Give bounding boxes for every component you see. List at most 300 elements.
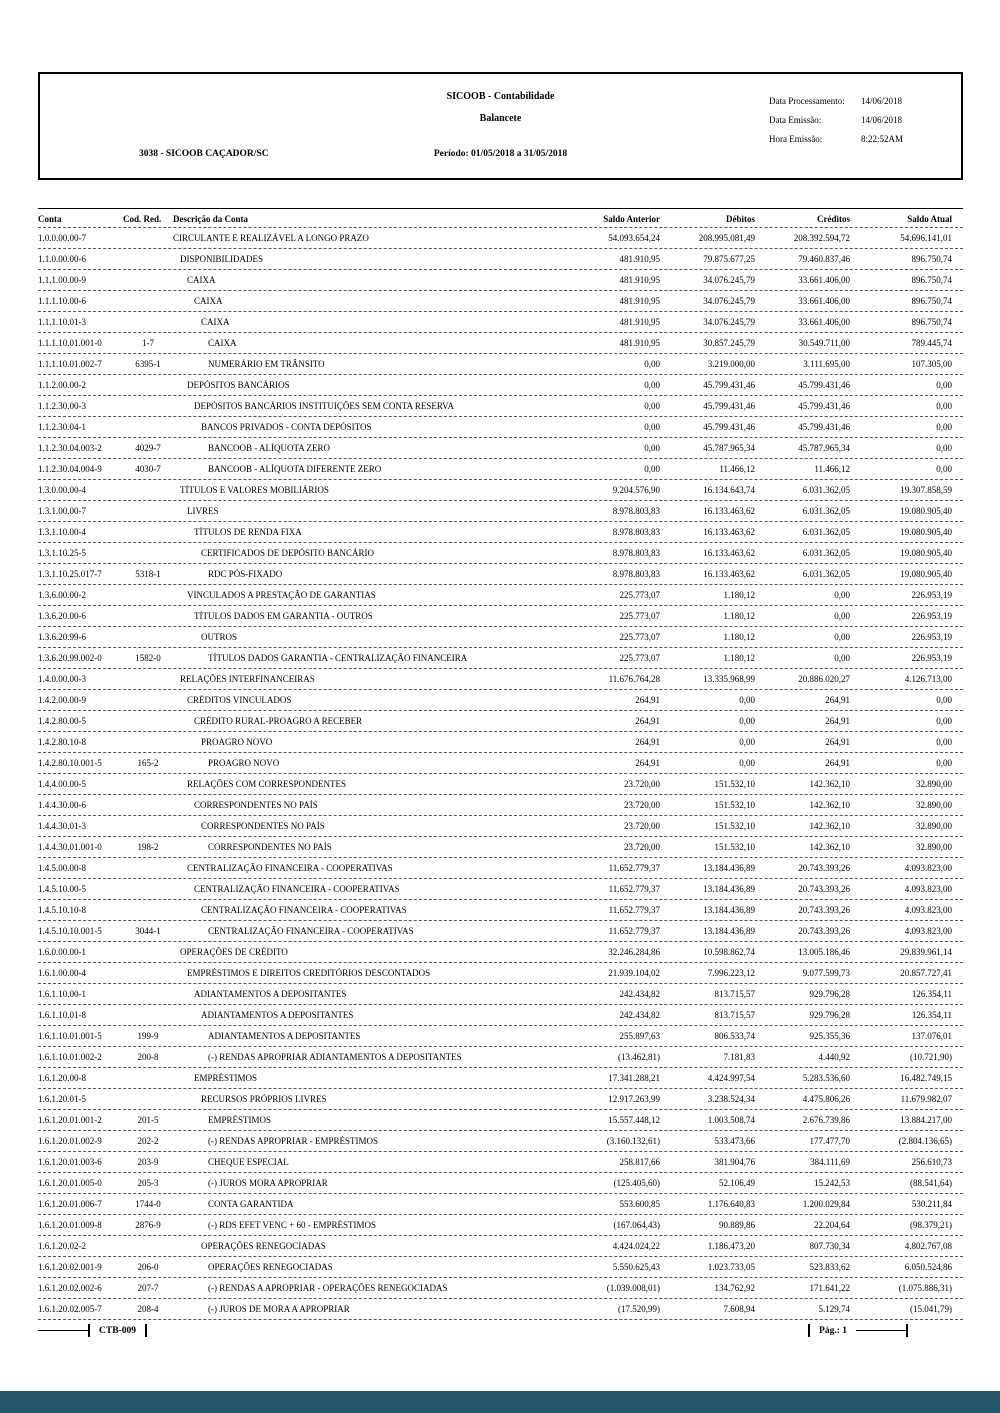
cell-debitos: 7.181,83 — [723, 1052, 755, 1062]
cell-debitos: 34.076.245,79 — [703, 275, 755, 285]
cell-debitos: 16.133.463,62 — [703, 527, 755, 537]
cell-debitos: 16.134.643,74 — [703, 485, 755, 495]
cell-saldo-atual: 19.080.905,40 — [900, 548, 952, 558]
cell-descricao: EMPRÉSTIMOS E DIREITOS CREDITÓRIOS DESCONTADOS — [187, 968, 431, 978]
cell-cod-red: 205-3 — [137, 1178, 159, 1188]
cell-conta: 1.3.6.20.99-6 — [38, 632, 86, 642]
table-row — [38, 564, 963, 585]
cell-debitos: 3.238.524,34 — [707, 1094, 755, 1104]
cell-creditos: 0,00 — [834, 611, 850, 621]
cell-conta: 1.6.0.00.00-1 — [38, 947, 86, 957]
cell-saldo-anterior: 11.652.779,37 — [608, 863, 660, 873]
cell-saldo-atual: 54.696.141,01 — [900, 233, 952, 243]
cell-cod-red: 165-2 — [137, 758, 159, 768]
report-period: Período: 01/05/2018 a 31/05/2018 — [433, 149, 568, 159]
table-row — [38, 1005, 963, 1026]
cell-descricao: CAIXA — [194, 296, 223, 306]
cell-debitos: 52.106,49 — [719, 1178, 755, 1188]
emission-date-value: 14/06/2018 — [861, 115, 903, 125]
cell-creditos: 929.796,28 — [809, 1010, 850, 1020]
cell-cod-red: 200-8 — [137, 1052, 159, 1062]
cell-saldo-anterior: 242.434,82 — [619, 1010, 660, 1020]
cell-saldo-anterior: 481.910,95 — [619, 296, 660, 306]
cell-conta: 1.4.5.10.10.001-5 — [38, 926, 102, 936]
cell-saldo-atual: 896.750,74 — [911, 275, 952, 285]
table-row — [38, 1089, 963, 1110]
cell-saldo-anterior: 23.720,00 — [624, 821, 660, 831]
cell-debitos: 13.335.968,99 — [703, 674, 755, 684]
cell-conta: 1.6.1.20.01-5 — [38, 1094, 86, 1104]
cell-conta: 1.6.1.10.01.002-2 — [38, 1052, 102, 1062]
cell-saldo-anterior: 481.910,95 — [619, 254, 660, 264]
table-row — [38, 753, 963, 774]
cell-saldo-atual: 4.093.823,00 — [904, 863, 952, 873]
table-row — [38, 1278, 963, 1299]
table-row — [38, 1215, 963, 1236]
table-row — [38, 690, 963, 711]
table-row — [38, 711, 963, 732]
cell-saldo-atual: (15.041,79) — [910, 1304, 952, 1314]
cell-saldo-anterior: 4.424.024,22 — [612, 1241, 660, 1251]
cell-creditos: 45.799.431,46 — [798, 401, 850, 411]
cell-descricao: CERTIFICADOS DE DEPÓSITO BANCÁRIO — [201, 548, 375, 558]
cell-cod-red: 198-2 — [137, 842, 159, 852]
emission-date-label: Data Emissão: — [769, 115, 822, 125]
page-number-marker — [808, 1324, 908, 1337]
cell-saldo-atual: 29.839.961,14 — [900, 947, 952, 957]
cell-saldo-atual: (2.804.136,65) — [898, 1136, 952, 1146]
cell-saldo-atual: 32.890,00 — [916, 800, 952, 810]
cell-debitos: 45.799.431,46 — [703, 422, 755, 432]
cell-descricao: VINCULADOS A PRESTAÇÃO DE GARANTIAS — [187, 590, 376, 600]
cell-saldo-anterior: 0,00 — [644, 464, 660, 474]
cell-saldo-atual: 226.953,19 — [911, 611, 952, 621]
cell-conta: 1.3.6.00.00-2 — [38, 590, 86, 600]
cell-saldo-anterior: 11.652.779,37 — [608, 884, 660, 894]
table-row — [38, 984, 963, 1005]
cell-debitos: 7.608,94 — [723, 1304, 755, 1314]
cell-conta: 1.3.6.20.00-6 — [38, 611, 86, 621]
cell-descricao: CRÉDITO RURAL-PROAGRO A RECEBER — [194, 716, 363, 726]
cell-saldo-anterior: 21.939.104,02 — [608, 968, 660, 978]
cell-debitos: 813.715,57 — [714, 989, 755, 999]
cell-saldo-anterior: (1.039.008,01) — [606, 1283, 660, 1293]
cell-saldo-anterior: (3.160.132,61) — [606, 1136, 660, 1146]
cell-saldo-atual: 19.307.858,59 — [900, 485, 952, 495]
page-footer — [38, 1324, 963, 1337]
cell-saldo-anterior: 15.557.448,12 — [608, 1115, 660, 1125]
cell-saldo-anterior: 258.817,66 — [619, 1157, 660, 1167]
cell-saldo-atual: 19.080.905,40 — [900, 506, 952, 516]
cell-debitos: 13.184.436,89 — [703, 905, 755, 915]
cell-conta: 1.6.1.20.02-2 — [38, 1241, 86, 1251]
cell-creditos: 264,91 — [825, 737, 850, 747]
cell-saldo-anterior: (13.462,81) — [618, 1052, 660, 1062]
cell-saldo-atual: 0,00 — [936, 737, 952, 747]
cell-saldo-anterior: 11.676.764,28 — [608, 674, 660, 684]
column-header-saldo-atual: Saldo Atual — [907, 214, 952, 224]
report-title: Balancete — [479, 113, 522, 124]
cell-descricao: DEPÓSITOS BANCÁRIOS INSTITUIÇÕES SEM CONTA RESERVA — [194, 401, 455, 411]
cell-creditos: 171.641,22 — [809, 1283, 850, 1293]
cell-debitos: 1.176.640,83 — [707, 1199, 755, 1209]
cell-cod-red: 3044-1 — [135, 926, 161, 936]
cell-saldo-anterior: 23.720,00 — [624, 842, 660, 852]
cell-saldo-atual: 137.076,01 — [911, 1031, 952, 1041]
cell-cod-red: 206-0 — [137, 1262, 159, 1272]
cell-saldo-atual: 0,00 — [936, 443, 952, 453]
processing-date-value: 14/06/2018 — [861, 96, 903, 106]
cell-debitos: 134.762,92 — [714, 1283, 755, 1293]
table-row — [38, 501, 963, 522]
cell-cod-red: 199-9 — [137, 1031, 159, 1041]
cell-conta: 1.4.4.30.01.001-0 — [38, 842, 102, 852]
table-row — [38, 585, 963, 606]
cell-descricao: BANCOOB - ALÍQUOTA DIFERENTE ZERO — [208, 464, 382, 474]
cell-descricao: EMPRÉSTIMOS — [208, 1115, 272, 1125]
cell-conta: 1.1.1.10.01.001-0 — [38, 338, 102, 348]
cell-descricao: CENTRALIZAÇÃO FINANCEIRA - COOPERATIVAS — [201, 905, 407, 915]
cell-descricao: CORRESPONDENTES NO PAÍS — [201, 821, 325, 831]
cell-debitos: 45.787.965,34 — [703, 443, 755, 453]
cell-descricao: DEPÓSITOS BANCÁRIOS — [187, 380, 290, 390]
cell-debitos: 1.180,12 — [723, 653, 755, 663]
cell-saldo-anterior: 23.720,00 — [624, 800, 660, 810]
table-row — [38, 354, 963, 375]
cell-descricao: OPERAÇÕES RENEGOCIADAS — [201, 1241, 326, 1251]
cell-conta: 1.4.2.80.00-5 — [38, 716, 86, 726]
cell-saldo-anterior: 225.773,07 — [619, 653, 660, 663]
cell-creditos: 4.475.806,26 — [802, 1094, 850, 1104]
emission-time-label: Hora Emissão: — [769, 134, 823, 144]
cell-descricao: OPERAÇÕES DE CRÉDITO — [180, 947, 288, 957]
cell-saldo-anterior: 0,00 — [644, 422, 660, 432]
column-header-conta: Conta — [38, 214, 62, 224]
cell-creditos: 929.796,28 — [809, 989, 850, 999]
cell-conta: 1.6.1.20.01.005-0 — [38, 1178, 102, 1188]
cell-creditos: 20.743.393,26 — [798, 905, 850, 915]
cell-saldo-anterior: 8.978.803,83 — [612, 548, 660, 558]
cell-descricao: (-) JUROS DE MORA A APROPRIAR — [208, 1304, 350, 1314]
table-row — [38, 774, 963, 795]
cell-saldo-atual: (10.721,90) — [910, 1052, 952, 1062]
cell-descricao: TÍTULOS E VALORES MOBILIÁRIOS — [180, 485, 329, 495]
cell-creditos: 33.661.406,00 — [798, 275, 850, 285]
cell-descricao: PROAGRO NOVO — [208, 758, 280, 768]
cell-debitos: 151.532,10 — [714, 842, 755, 852]
cell-conta: 1.6.1.00.00-4 — [38, 968, 86, 978]
cell-descricao: TÍTULOS DADOS EM GARANTIA - OUTROS — [194, 611, 373, 621]
cell-descricao: RECURSOS PRÓPRIOS LIVRES — [201, 1094, 327, 1104]
cell-debitos: 7.996.223,12 — [707, 968, 755, 978]
footer-rule-left — [38, 1330, 88, 1331]
page-number: Pág.: 1 — [819, 1325, 847, 1336]
company-title: SICOOB - Contabilidade — [446, 91, 555, 102]
cell-saldo-anterior: 11.652.779,37 — [608, 905, 660, 915]
cell-saldo-atual: 0,00 — [936, 380, 952, 390]
cell-debitos: 45.799.431,46 — [703, 401, 755, 411]
cell-descricao: EMPRÉSTIMOS — [194, 1073, 258, 1083]
table-row — [38, 1299, 963, 1320]
table-row — [38, 648, 963, 669]
cell-cod-red: 207-7 — [137, 1283, 159, 1293]
cell-debitos: 1.023.733,05 — [707, 1262, 755, 1272]
cell-conta: 1.1.2.30.00-3 — [38, 401, 86, 411]
cell-creditos: 45.799.431,46 — [798, 422, 850, 432]
cell-debitos: 806.533,74 — [714, 1031, 755, 1041]
cell-saldo-atual: 107.305,00 — [911, 359, 952, 369]
footer-tick — [906, 1324, 908, 1337]
table-body — [38, 228, 963, 1320]
cell-saldo-anterior: 8.978.803,83 — [612, 506, 660, 516]
cell-creditos: 2.676.739,86 — [802, 1115, 850, 1125]
cell-debitos: 1.180,12 — [723, 611, 755, 621]
cell-cod-red: 202-2 — [137, 1136, 159, 1146]
cell-descricao: TÍTULOS DE RENDA FIXA — [194, 527, 302, 537]
cell-conta: 1.4.2.80.10-8 — [38, 737, 86, 747]
cell-descricao: CORRESPONDENTES NO PAÍS — [194, 800, 318, 810]
cell-descricao: CAIXA — [201, 317, 230, 327]
table-row — [38, 480, 963, 501]
cell-creditos: 6.031.362,05 — [802, 548, 850, 558]
cell-descricao: RDC PÓS-FIXADO — [208, 569, 283, 579]
cell-saldo-atual: 0,00 — [936, 758, 952, 768]
cell-descricao: (-) RENDAS APROPRIAR - EMPRÉSTIMOS — [208, 1136, 379, 1146]
table-row — [38, 333, 963, 354]
table-row — [38, 228, 963, 249]
table-row — [38, 669, 963, 690]
table-row — [38, 921, 963, 942]
cell-conta: 1.4.0.00.00-3 — [38, 674, 86, 684]
cell-saldo-anterior: 255.897,63 — [619, 1031, 660, 1041]
cell-saldo-atual: 13.884.217,00 — [900, 1115, 952, 1125]
cell-conta: 1.6.1.10.01.001-5 — [38, 1031, 102, 1041]
cell-conta: 1.1.1.10.01-3 — [38, 317, 86, 327]
cell-saldo-atual: 226.953,19 — [911, 653, 952, 663]
table-row — [38, 963, 963, 984]
cell-debitos: 16.133.463,62 — [703, 569, 755, 579]
cell-conta: 1.6.1.20.01.003-6 — [38, 1157, 102, 1167]
processing-date-row — [769, 96, 964, 106]
cell-debitos: 10.598.862,74 — [703, 947, 755, 957]
cell-conta: 1.1.1.00.00-9 — [38, 275, 86, 285]
cell-creditos: 264,91 — [825, 695, 850, 705]
cell-conta: 1.4.4.00.00-5 — [38, 779, 86, 789]
cell-creditos: 45.799.431,46 — [798, 380, 850, 390]
cell-creditos: 20.886.020,27 — [798, 674, 850, 684]
cell-saldo-anterior: 8.978.803,83 — [612, 569, 660, 579]
cell-conta: 1.6.1.10.01-8 — [38, 1010, 86, 1020]
cell-conta: 1.6.1.20.00-8 — [38, 1073, 86, 1083]
table-row — [38, 1026, 963, 1047]
cell-cod-red: 203-9 — [137, 1157, 159, 1167]
cell-creditos: 925.355,36 — [809, 1031, 850, 1041]
cell-creditos: 6.031.362,05 — [802, 506, 850, 516]
cell-conta: 1.1.2.00.00-2 — [38, 380, 86, 390]
cell-debitos: 208.995.081,49 — [698, 233, 755, 243]
cell-creditos: 807.730,34 — [809, 1241, 850, 1251]
table-row — [38, 1047, 963, 1068]
cell-conta: 1.1.2.30.04.004-9 — [38, 464, 102, 474]
cell-saldo-anterior: 264,91 — [635, 695, 660, 705]
cell-creditos: 20.743.393,26 — [798, 884, 850, 894]
cell-saldo-atual: 126.354,11 — [911, 989, 952, 999]
cell-creditos: 0,00 — [834, 632, 850, 642]
bottom-app-bar — [0, 1391, 1000, 1413]
cell-descricao: CENTRALIZAÇÃO FINANCEIRA - COOPERATIVAS — [208, 926, 414, 936]
cell-conta: 1.6.1.20.01.001-2 — [38, 1115, 102, 1125]
cell-saldo-atual: 0,00 — [936, 716, 952, 726]
emission-time-row — [769, 134, 964, 144]
cell-saldo-atual: 896.750,74 — [911, 254, 952, 264]
table-row — [38, 627, 963, 648]
cell-creditos: 11.466,12 — [814, 464, 850, 474]
cell-creditos: 5.283.536,60 — [802, 1073, 850, 1083]
cell-saldo-anterior: 0,00 — [644, 380, 660, 390]
cell-saldo-anterior: (125.405,60) — [613, 1178, 660, 1188]
cell-debitos: 90.889,86 — [719, 1220, 755, 1230]
cell-saldo-anterior: 32.246.284,86 — [608, 947, 660, 957]
cell-saldo-anterior: 12.917.263,99 — [608, 1094, 660, 1104]
table-row — [38, 837, 963, 858]
cell-conta: 1.4.4.30.01-3 — [38, 821, 86, 831]
cell-saldo-atual: 4.802.767,08 — [904, 1241, 952, 1251]
cell-saldo-atual: 6.050.524,86 — [904, 1262, 952, 1272]
cell-creditos: 142.362,10 — [809, 842, 850, 852]
table-row — [38, 795, 963, 816]
cell-creditos: 142.362,10 — [809, 800, 850, 810]
cell-descricao: PROAGRO NOVO — [201, 737, 273, 747]
table-row — [38, 375, 963, 396]
cell-debitos: 533.473,66 — [714, 1136, 755, 1146]
cell-debitos: 0,00 — [739, 758, 755, 768]
table-row — [38, 1110, 963, 1131]
cell-descricao: NUMERÁRIO EM TRÂNSITO — [208, 359, 325, 369]
cell-debitos: 1.186.473,20 — [707, 1241, 755, 1251]
cell-cod-red: 201-5 — [137, 1115, 159, 1125]
cell-saldo-anterior: 225.773,07 — [619, 590, 660, 600]
cell-saldo-anterior: 553.600,85 — [619, 1199, 660, 1209]
cell-descricao: RELAÇÕES INTERFINANCEIRAS — [180, 674, 315, 684]
cell-saldo-anterior: 17.341.288,21 — [608, 1073, 660, 1083]
cell-descricao: CAIXA — [208, 338, 237, 348]
cell-saldo-anterior: 5.550.625,43 — [612, 1262, 660, 1272]
cell-descricao: CRÉDITOS VINCULADOS — [187, 695, 292, 705]
table-row — [38, 1194, 963, 1215]
column-header-descricao: Descrição da Conta — [173, 214, 248, 224]
cell-debitos: 381.904,76 — [714, 1157, 755, 1167]
report-meta — [769, 96, 964, 153]
table-row — [38, 543, 963, 564]
cell-creditos: 20.743.393,26 — [798, 926, 850, 936]
cell-conta: 1.3.0.00.00-4 — [38, 485, 86, 495]
cell-debitos: 0,00 — [739, 695, 755, 705]
cell-creditos: 6.031.362,05 — [802, 569, 850, 579]
cell-saldo-atual: 256.610,73 — [911, 1157, 952, 1167]
cell-debitos: 4.424.997,54 — [707, 1073, 755, 1083]
cell-descricao: CAIXA — [187, 275, 216, 285]
table-header-row — [38, 208, 963, 228]
column-header-cod-red: Cod. Red. — [123, 214, 162, 224]
cell-debitos: 1.180,12 — [723, 632, 755, 642]
cell-creditos: 6.031.362,05 — [802, 485, 850, 495]
cell-saldo-atual: 0,00 — [936, 695, 952, 705]
processing-date-label: Data Processamento: — [769, 96, 845, 106]
cell-conta: 1.1.1.10.00-6 — [38, 296, 86, 306]
cell-saldo-atual: 226.953,19 — [911, 632, 952, 642]
doc-code-marker — [38, 1324, 147, 1337]
cell-creditos: 13.005.186,46 — [798, 947, 850, 957]
table-row — [38, 312, 963, 333]
cell-creditos: 79.460.837,46 — [798, 254, 850, 264]
table-row — [38, 1173, 963, 1194]
cell-creditos: 3.111.695,00 — [803, 359, 850, 369]
cell-descricao: (-) JUROS MORA APROPRIAR — [208, 1178, 328, 1188]
cell-debitos: 0,00 — [739, 737, 755, 747]
cell-saldo-atual: 0,00 — [936, 464, 952, 474]
cell-creditos: 142.362,10 — [809, 821, 850, 831]
cell-descricao: RELAÇÕES COM CORRESPONDENTES — [187, 779, 347, 789]
cell-descricao: ADIANTAMENTOS A DEPOSITANTES — [194, 989, 347, 999]
cell-descricao: ADIANTAMENTOS A DEPOSITANTES — [208, 1031, 361, 1041]
table-row — [38, 438, 963, 459]
cell-saldo-anterior: 9.204.576,90 — [612, 485, 660, 495]
cell-creditos: 33.661.406,00 — [798, 296, 850, 306]
cell-saldo-atual: 789.445,74 — [911, 338, 952, 348]
cell-debitos: 13.184.436,89 — [703, 926, 755, 936]
cell-creditos: 0,00 — [834, 590, 850, 600]
footer-tick — [145, 1324, 147, 1337]
cell-descricao: (-) RDS EFET VENC + 60 - EMPRÉSTIMOS — [208, 1220, 377, 1230]
column-header-creditos: Créditos — [817, 214, 850, 224]
cell-cod-red: 208-4 — [137, 1304, 159, 1314]
cell-descricao: BANCOOB - ALÍQUOTA ZERO — [208, 443, 331, 453]
cell-creditos: 142.362,10 — [809, 779, 850, 789]
cell-saldo-anterior: 54.093.654,24 — [608, 233, 660, 243]
cell-debitos: 151.532,10 — [714, 800, 755, 810]
cell-conta: 1.6.1.10.00-1 — [38, 989, 86, 999]
cell-descricao: BANCOS PRIVADOS - CONTA DEPÓSITOS — [201, 422, 372, 432]
cell-descricao: (-) RENDAS APROPRIAR ADIANTAMENTOS A DEPOSITANTES — [208, 1052, 462, 1062]
table-row — [38, 816, 963, 837]
cell-saldo-atual: 0,00 — [936, 422, 952, 432]
cell-cod-red: 5318-1 — [135, 569, 161, 579]
cell-creditos: 177.477,70 — [809, 1136, 850, 1146]
cell-saldo-anterior: 0,00 — [644, 401, 660, 411]
cell-saldo-atual: 126.354,11 — [911, 1010, 952, 1020]
cell-debitos: 0,00 — [739, 716, 755, 726]
cell-saldo-atual: 16.482.749,15 — [900, 1073, 952, 1083]
cell-conta: 1.3.1.10.25-5 — [38, 548, 86, 558]
cell-saldo-anterior: 0,00 — [644, 359, 660, 369]
table-row — [38, 858, 963, 879]
cell-descricao: ADIANTAMENTOS A DEPOSITANTES — [201, 1010, 354, 1020]
cell-debitos: 13.184.436,89 — [703, 863, 755, 873]
table-row — [38, 417, 963, 438]
cell-creditos: 20.743.393,26 — [798, 863, 850, 873]
cell-conta: 1.1.2.30.04-1 — [38, 422, 86, 432]
cell-conta: 1.6.1.20.01.002-9 — [38, 1136, 102, 1146]
cell-descricao: CORRESPONDENTES NO PAÍS — [208, 842, 332, 852]
cell-saldo-atual: 896.750,74 — [911, 317, 952, 327]
cell-conta: 1.1.1.10.01.002-7 — [38, 359, 102, 369]
cell-cod-red: 6395-1 — [135, 359, 161, 369]
cell-descricao: DISPONIBILIDADES — [180, 254, 263, 264]
cell-saldo-atual: 896.750,74 — [911, 296, 952, 306]
cell-debitos: 79.875.677,25 — [703, 254, 755, 264]
cell-saldo-anterior: 481.910,95 — [619, 317, 660, 327]
cell-saldo-atual: 32.890,00 — [916, 779, 952, 789]
